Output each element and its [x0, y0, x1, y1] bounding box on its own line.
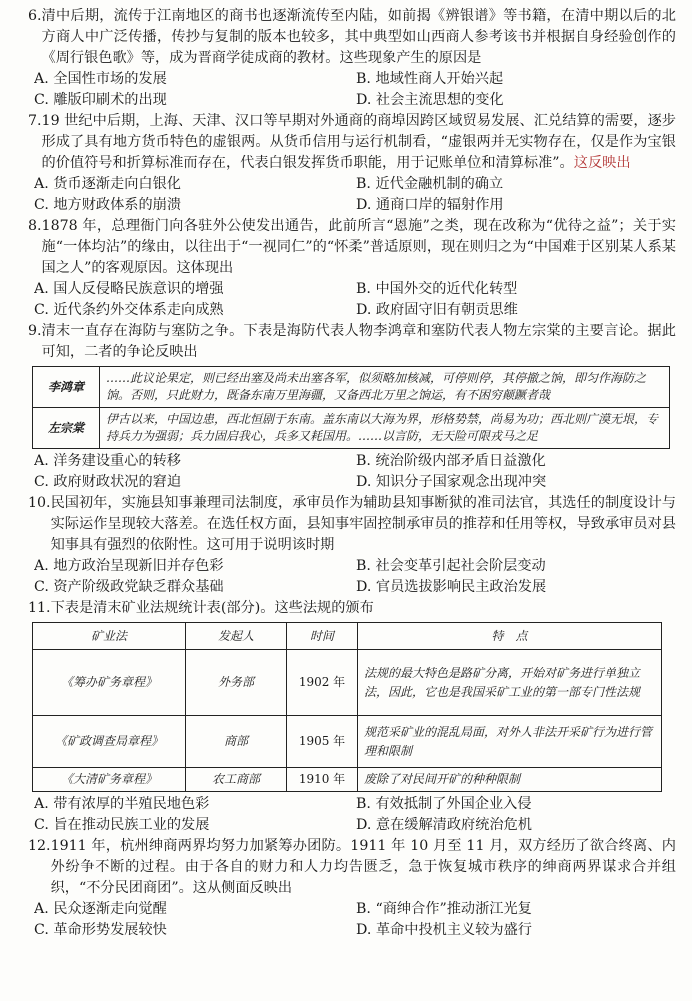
law-name: 《大清矿务章程》 — [33, 768, 186, 792]
question-number: 8. — [28, 218, 42, 234]
law-name: 《筹办矿务章程》 — [33, 650, 186, 716]
quote-table — [32, 366, 670, 449]
options — [28, 451, 676, 493]
law-feature: 废除了对民间开矿的种种限制 — [358, 768, 662, 792]
option-a[interactable]: A. 洋务建设重心的转移 — [34, 453, 181, 469]
option-c[interactable]: C. 地方财政体系的崩溃 — [34, 197, 182, 213]
question-6 — [28, 6, 676, 111]
question-stem: 民国初年，实施县知事兼理司法制度，承审员作为辅助县知事断狱的准司法官，其选任的制度设计与实际运作呈现较大落差。在选任权方面，县知事牢固控制承审员的推荐和任用等权，导致承审员对县知事具有强烈的依附性。这可用于说明该时期 — [50, 495, 676, 553]
question-7 — [28, 111, 676, 216]
column-header-year: 时间 — [287, 623, 358, 650]
option-a[interactable]: A. 全国性市场的发展 — [34, 71, 167, 87]
option-a[interactable]: A. 国人反侵略民族意识的增强 — [34, 281, 224, 297]
option-d[interactable]: D. 政府固守旧有朝贡思维 — [356, 302, 518, 318]
speaker-quote: 伊古以来，中国边患，西北恒剧于东南。盖东南以大海为界，形格势禁，尚易为功；西北则广漠无垠，专持兵力为强弱；兵力固启我心，兵多又耗国用。……以言防，无天险可限戎马之足 — [100, 408, 670, 449]
mining-law-table — [32, 622, 662, 792]
question-number: 10. — [28, 495, 51, 511]
option-b[interactable]: B. 统治阶级内部矛盾日益激化 — [356, 453, 546, 469]
law-issuer: 商部 — [186, 716, 287, 768]
option-a[interactable]: A. 地方政治呈现新旧并存色彩 — [34, 558, 224, 574]
law-year: 1905 年 — [287, 716, 358, 768]
question-11 — [28, 598, 676, 836]
table-row — [33, 716, 662, 768]
table-row — [33, 408, 670, 449]
column-header-feature: 特 点 — [358, 623, 662, 650]
question-stem: 清末一直存在海防与塞防之争。下表是海防代表人物李鸿章和塞防代表人物左宗棠的主要言论。据此可知，二者的争论反映出 — [41, 323, 676, 360]
table-row — [33, 650, 662, 716]
option-c[interactable]: C. 雕版印刷术的出现 — [34, 92, 167, 108]
option-d[interactable]: D. 社会主流思想的变化 — [356, 92, 504, 108]
law-year: 1902 年 — [287, 650, 358, 716]
option-d[interactable]: D. 知识分子国家观念出现冲突 — [356, 474, 547, 490]
question-number: 12. — [28, 838, 51, 854]
law-feature: 法规的最大特色是路矿分离，开始对矿务进行单独立法，因此，它也是我国采矿工业的第一部专门性法规 — [358, 650, 662, 716]
option-b[interactable]: B. 地域性商人开始兴起 — [356, 71, 504, 87]
option-a[interactable]: A. 带有浓厚的半殖民地色彩 — [34, 796, 210, 812]
speaker-name: 左宗棠 — [33, 408, 100, 449]
law-year: 1910 年 — [287, 768, 358, 792]
question-number: 11. — [28, 600, 51, 616]
table-header-row — [33, 623, 662, 650]
question-stem: 下表是清末矿业法规统计表(部分)。这些法规的颁布 — [50, 600, 374, 616]
speaker-name: 李鸿章 — [33, 367, 100, 408]
options — [28, 69, 676, 111]
question-stem: 1911 年，杭州绅商两界均努力加紧筹办团防。1911 年 10 月至 11 月，双方经历了欲合终离、内外纷争不断的过程。由于各自的财力和人力均告匮乏，急于恢复城市秩序的绅商两界谋求合并组织，“不分民团商团”。这从侧面反映出 — [50, 838, 676, 896]
options — [28, 174, 676, 216]
option-b[interactable]: B. “商绅合作”推动浙江光复 — [356, 901, 532, 917]
law-feature: 规范采矿业的混乱局面，对外人非法开采矿行为进行管理和限制 — [358, 716, 662, 768]
option-c[interactable]: C. 资产阶级政党缺乏群众基础 — [34, 579, 224, 595]
question-stem: 1878 年，总理衙门向各驻外公使发出通告，此前所言“恩施”之类，现在改称为“优待之益”；关于实施“一体均沾”的缘由，以往出于“一视同仁”的“怀柔”普适原则，现在则归之为“中国难于区别某人系某国之人”的客观原因。这体现出 — [41, 218, 676, 276]
law-issuer: 外务部 — [186, 650, 287, 716]
table-row — [33, 367, 670, 408]
column-header-law: 矿业法 — [33, 623, 186, 650]
question-12 — [28, 836, 676, 941]
question-number: 6. — [28, 8, 42, 24]
option-c[interactable]: C. 革命形势发展较快 — [34, 922, 167, 938]
option-b[interactable]: B. 有效抵制了外国企业入侵 — [356, 796, 532, 812]
option-c[interactable]: C. 政府财政状况的窘迫 — [34, 474, 182, 490]
table-row — [33, 768, 662, 792]
question-8 — [28, 216, 676, 321]
option-c[interactable]: C. 旨在推动民族工业的发展 — [34, 817, 210, 833]
question-9 — [28, 321, 676, 493]
question-number: 7. — [28, 113, 42, 129]
options — [28, 556, 676, 598]
question-stem-tail: 这反映出 — [573, 155, 631, 171]
options — [28, 899, 676, 941]
question-10 — [28, 493, 676, 598]
law-name: 《矿政调查局章程》 — [33, 716, 186, 768]
column-header-issuer: 发起人 — [186, 623, 287, 650]
option-d[interactable]: D. 官员选拔影响民主政治发展 — [356, 579, 547, 595]
question-number: 9. — [28, 323, 42, 339]
option-d[interactable]: D. 通商口岸的辐射作用 — [356, 197, 504, 213]
question-stem: 清中后期，流传于江南地区的商书也逐渐流传至内陆，如前揭《辨银谱》等书籍，在清中期以后的北方商人中广泛传播，传抄与复制的版本也较多，其中典型如山西商人参考该书并根据自身经验创作的《周行银色歌》等，成为晋商学徒成商的教材。这些现象产生的原因是 — [41, 8, 676, 66]
options — [28, 794, 676, 836]
law-issuer: 农工商部 — [186, 768, 287, 792]
option-b[interactable]: B. 近代金融机制的确立 — [356, 176, 504, 192]
option-d[interactable]: D. 革命中投机主义较为盛行 — [356, 922, 532, 938]
option-b[interactable]: B. 中国外交的近代化转型 — [356, 281, 518, 297]
speaker-quote: ……此议论果定，则已经出塞及尚未出塞各军，似须略加核减，可停则停，其停撤之饷，即匀作海防之饷。否则，只此财力，既备东南万里海疆，又备西北万里之饷运，有不困穷颠蹶者哉 — [100, 367, 670, 408]
option-a[interactable]: A. 民众逐渐走向觉醒 — [34, 901, 167, 917]
exam-page — [28, 6, 676, 941]
option-b[interactable]: B. 社会变革引起社会阶层变动 — [356, 558, 546, 574]
options — [28, 279, 676, 321]
option-d[interactable]: D. 意在缓解清政府统治危机 — [356, 817, 532, 833]
option-a[interactable]: A. 货币逐渐走向白银化 — [34, 176, 181, 192]
option-c[interactable]: C. 近代条约外交体系走向成熟 — [34, 302, 224, 318]
question-stem: 19 世纪中后期，上海、天津、汉口等早期对外通商的商埠因跨区域贸易发展、汇兑结算的需要，逐步形成了具有地方货币特色的虚银两。从货币信用与运行机制看，“虚银两并无实物存在，仅是作为宝银的价值符号和折算标准而存在，代表白银发挥货币职能，用于记账单位和清算标准”。这反映出 — [41, 113, 676, 171]
